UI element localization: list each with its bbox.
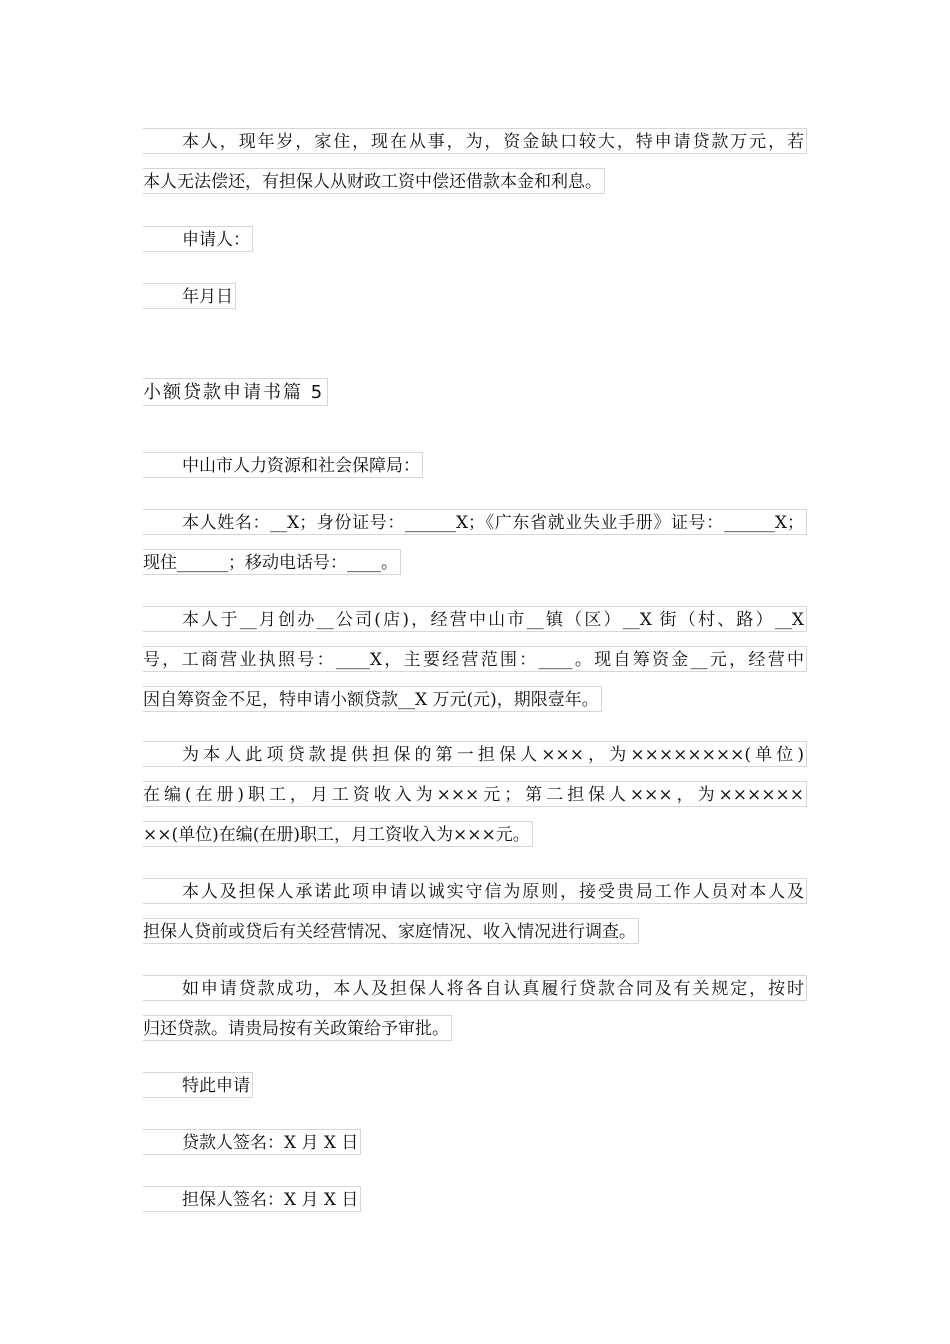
addressee-line bbox=[143, 452, 807, 496]
applicant-label: 申请人： bbox=[143, 226, 253, 252]
section-title: 小额贷款申请书篇 5 bbox=[143, 378, 328, 406]
paragraph-repayment bbox=[143, 975, 807, 1045]
para2-line-3: 因自筹资金不足，特申请小额贷款__X 万元(元)，期限壹年。 bbox=[143, 686, 602, 712]
borrower-signature-line bbox=[143, 1129, 807, 1173]
para5-line-1: 如申请贷款成功，本人及担保人将各自认真履行贷款合同及有关规定，按时 bbox=[143, 975, 807, 1001]
applicant-line bbox=[143, 226, 807, 270]
para4-line-2: 担保人贷前或贷后有关经营情况、家庭情况、收入情况进行调查。 bbox=[143, 918, 639, 944]
intro-line-1: 本人，现年岁，家住，现在从事，为，资金缺口较大，特申请贷款万元，若 bbox=[143, 128, 807, 154]
guarantor-signature-line bbox=[143, 1186, 807, 1230]
intro-line-2: 本人无法偿还，有担保人从财政工资中偿还借款本金和利息。 bbox=[143, 168, 605, 194]
paragraph-commitment bbox=[143, 878, 807, 948]
section-heading bbox=[143, 378, 807, 406]
document-page bbox=[143, 0, 807, 1344]
paragraph-personal-info bbox=[143, 509, 807, 579]
intro-paragraph bbox=[143, 128, 807, 198]
para3-line-1: 为本人此项贷款提供担保的第一担保人×××，为××××××××(单位) bbox=[143, 741, 807, 767]
para2-line-1: 本人于__月创办__公司(店)，经营中山市__镇（区）__X 街（村、路）__X bbox=[143, 606, 807, 632]
guarantor-signature: 担保人签名：X 月 X 日 bbox=[143, 1186, 361, 1212]
closing-line bbox=[143, 1072, 807, 1116]
para1-line-1: 本人姓名：__X；身份证号：______X；《广东省就业失业手册》证号：______X； bbox=[143, 509, 807, 535]
paragraph-guarantors bbox=[143, 741, 807, 851]
para4-line-1: 本人及担保人承诺此项申请以诚实守信为原则，接受贵局工作人员对本人及 bbox=[143, 878, 807, 904]
para3-line-2: 在编(在册)职工，月工资收入为×××元；第二担保人×××，为×××××× bbox=[143, 781, 807, 807]
addressee: 中山市人力资源和社会保障局： bbox=[143, 452, 423, 478]
closing-text: 特此申请 bbox=[143, 1072, 253, 1098]
para3-line-3: ××(单位)在编(在册)职工，月工资收入为×××元。 bbox=[143, 821, 533, 847]
paragraph-business-info bbox=[143, 606, 807, 716]
para1-line-2: 现住______；移动电话号：____。 bbox=[143, 549, 401, 575]
para2-line-2: 号，工商营业执照号：____X，主要经营范围：____。现自筹资金__元，经营中 bbox=[143, 646, 807, 672]
para5-line-2: 归还贷款。请贵局按有关政策给予审批。 bbox=[143, 1015, 452, 1041]
borrower-signature: 贷款人签名：X 月 X 日 bbox=[143, 1129, 361, 1155]
date-label: 年月日 bbox=[143, 283, 236, 309]
date-line bbox=[143, 283, 807, 327]
